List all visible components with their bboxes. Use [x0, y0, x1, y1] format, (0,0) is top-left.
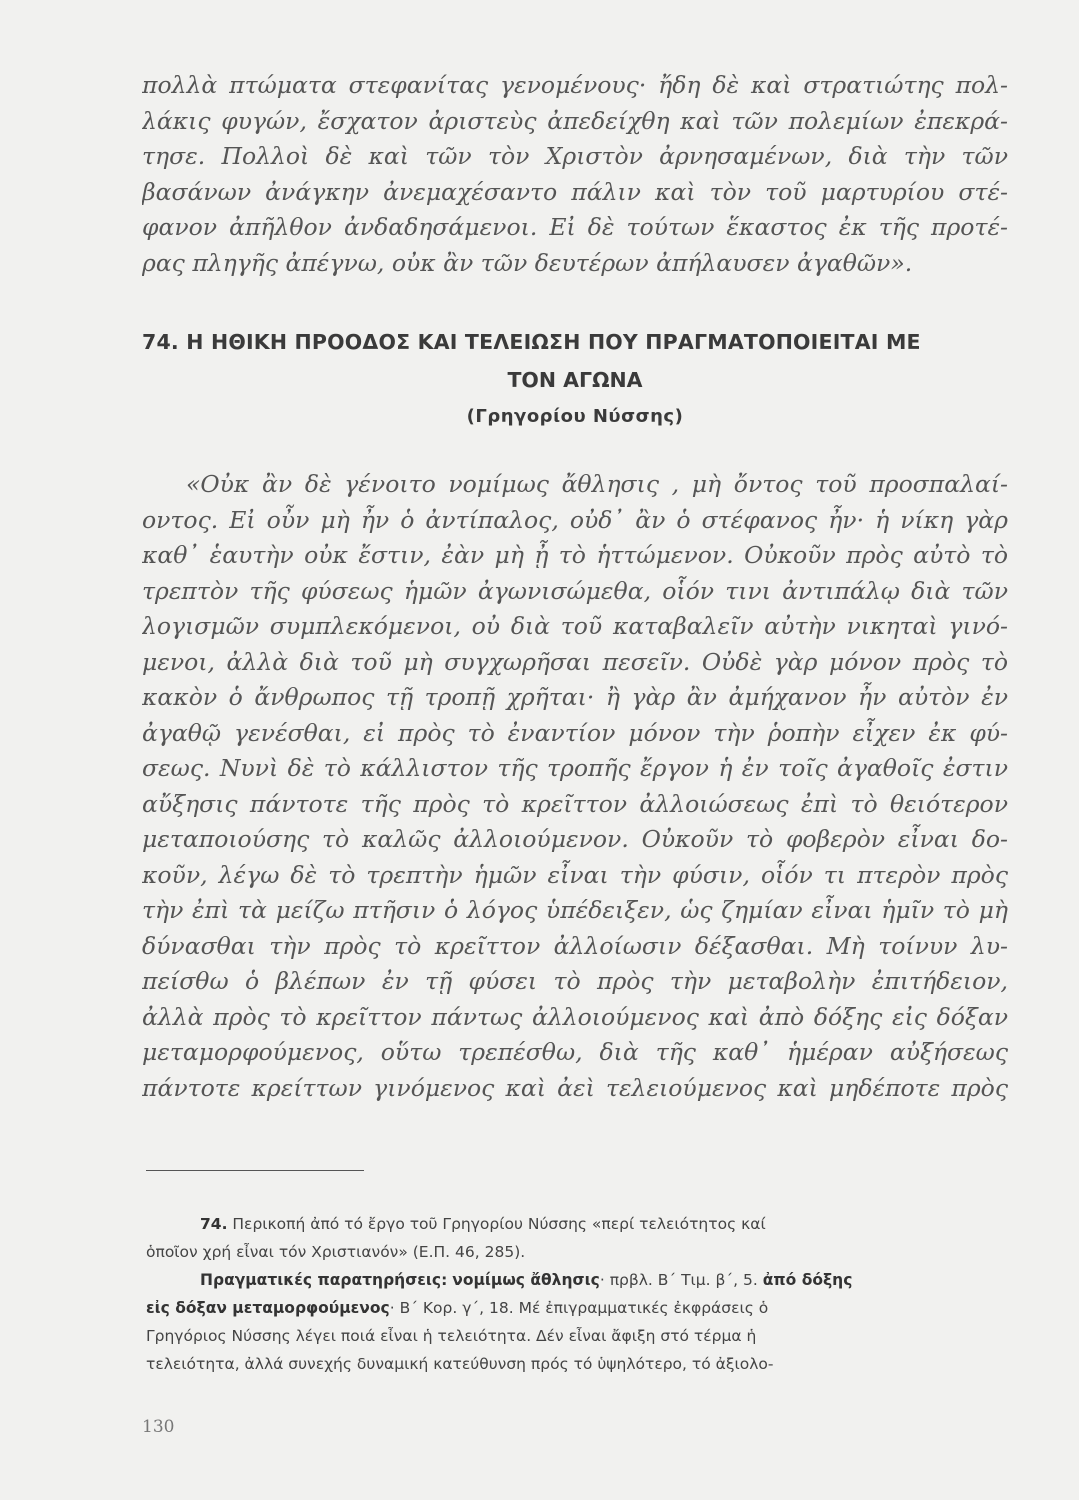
term-2a: ἀπό δόξης — [762, 1271, 853, 1289]
text-line: φανον ἀπῆλθον ἀνδαδησάμενοι. Εἰ δὲ τούτων ἕκαστος ἐκ τῆς προτέ- — [142, 213, 1008, 241]
text-line: κοῦν, λέγω δὲ τὸ τρεπτὴν ἡμῶν εἶναι τὴν φύσιν, οἷόν τι πτερὸν πρὸς — [142, 860, 1008, 889]
text-line: βασάνων ἀνάγκην ἀνεμαχέσαντο πάλιν καὶ τὸν τοῦ μαρτυρίου στέ- — [142, 177, 1008, 206]
section-subtitle: (Γρηγορίου Νύσσης) — [466, 406, 684, 427]
text-line: τὴν ἐπὶ τὰ μείζω πτῆσιν ὁ λόγος ὑπέδειξεν, ὡς ζημίαν εἶναι ἡμῖν τὸ μὴ — [142, 896, 1008, 924]
text-line: ἀλλὰ πρὸς τὸ κρεῖττον πάντως ἀλλοιούμενος καὶ ἀπὸ δόξης εἰς δόξαν — [142, 1002, 1008, 1031]
text-line: καθ᾽ ἑαυτὴν οὐκ ἔστιν, ἐὰν μὴ ᾖ τὸ ἡττώμενον. Οὐκοῦν πρὸς αὐτὸ τὸ — [142, 541, 1008, 569]
text-line: τρεπτὸν τῆς φύσεως ἡμῶν ἀγωνισώμεθα, οἷόν τινι ἀντιπάλῳ διὰ τῶν — [142, 576, 1008, 605]
text-line: τησε. Πολλοὶ δὲ καὶ τῶν τὸν Χριστὸν ἀρνησαμένων, διὰ τὴν τῶν — [142, 142, 1008, 170]
footnote-number: 74. — [200, 1215, 228, 1233]
text-line: πάντοτε κρείττων γινόμενος καὶ ἀεὶ τελειούμενος καὶ μηδέποτε πρὸς — [142, 1073, 1008, 1102]
text-line: κακὸν ὁ ἄνθρωπος τῇ τροπῇ χρῆται· ἢ γὰρ ἂν ἀμήχανον ἦν αὐτὸν ἐν — [142, 683, 1008, 711]
text-line: σεως. Νυνὶ δὲ τὸ κάλλιστον τῆς τροπῆς ἔργον ἡ ἐν τοῖς ἀγαθοῖς ἐστιν — [142, 754, 1008, 782]
text-line: οντος. Εἰ οὖν μὴ ἦν ὁ ἀντίπαλος, οὐδ᾽ ἂν ὁ στέφανος ἦν· ἡ νίκη γὰρ — [142, 505, 1008, 534]
footnote-line: εἰς δόξαν μεταμορφούμενος· Β´ Κορ. γ´, 18. Μέ ἐπιγραμματικές ἐκφράσεις ὁ — [146, 1299, 769, 1317]
text-line: πείσθω ὁ βλέπων ἐν τῇ φύσει τὸ πρὸς τὴν μεταβολὴν ἐπιτήδειον, — [142, 967, 1008, 995]
footnote-text: Περικοπή ἀπό τό ἔργο τοῦ Γρηγορίου Νύσσης «περί τελειότητος καί — [232, 1215, 766, 1233]
text-line: ἀγαθῷ γενέσθαι, εἰ πρὸς τὸ ἐναντίον μόνον τὴν ῥοπὴν εἶχεν ἐκ φύ- — [142, 718, 1008, 747]
footnote-line: ὁποῖον χρή εἶναι τόν Χριστιανόν» (Ε.Π. 46, 285). — [146, 1243, 526, 1261]
footnote-line: Γρηγόριος Νύσσης λέγει ποιά εἶναι ἡ τελειότητα. Δέν εἶναι ἄφιξη στό τέρμα ἡ — [146, 1327, 757, 1345]
footnote-line: Πραγματικές παρατηρήσεις: νομίμως ἄθλησις· πρβλ. Β´ Τιμ. β´, 5. ἀπό δόξης — [200, 1271, 853, 1289]
text-line: ρας πληγῆς ἀπέγνω, οὐκ ἂν τῶν δευτέρων ἀπήλαυσεν ἀγαθῶν». — [142, 248, 913, 277]
notes-label: Πραγματικές παρατηρήσεις: — [200, 1271, 448, 1289]
ref-1: πρβλ. Β´ Τιμ. β´, 5. — [609, 1271, 758, 1289]
section-title-line1: Η ΗΘΙΚΗ ΠΡΟΟΔΟΣ ΚΑΙ ΤΕΛΕΙΩΣΗ ΠΟΥ ΠΡΑΓΜΑΤΟΠΟΙΕΙΤΑΙ ΜΕ — [186, 330, 921, 354]
text-line: μενοι, ἀλλὰ διὰ τοῦ μὴ συγχωρῆσαι πεσεῖν. Οὐδὲ γὰρ μόνον πρὸς τὸ — [142, 647, 1008, 676]
text-line: λάκις φυγών, ἔσχατον ἀριστεὺς ἀπεδείχθη καὶ τῶν πολεμίων ἐπεκρά- — [142, 106, 1008, 135]
footnote-divider — [146, 1170, 364, 1171]
text-line: λογισμῶν συμπλεκόμενοι, οὐ διὰ τοῦ καταβαλεῖν αὐτὴν νικηταὶ γινό- — [142, 612, 1008, 640]
text-line: πολλὰ πτώματα στεφανίτας γενομένους· ἤδη δὲ καὶ στρατιώτης πολ- — [142, 71, 1008, 99]
footnotes — [146, 1210, 1010, 1378]
term-2b: εἰς δόξαν μεταμορφούμενος — [146, 1299, 390, 1317]
page-number: 130 — [142, 1417, 175, 1437]
footnote-line — [146, 1210, 1010, 1238]
text-line: δύνασθαι τὴν πρὸς τὸ κρεῖττον ἀλλοίωσιν δέξασθαι. Μὴ τοίνυν λυ- — [142, 931, 1008, 960]
footnote-line: τελειότητα, ἀλλά συνεχής δυναμική κατεύθυνση πρός τό ὑψηλότερο, τό ἀξιολο- — [146, 1355, 774, 1373]
text-line: μεταποιούσης τὸ καλῶς ἀλλοιούμενον. Οὐκοῦν τὸ φοβερὸν εἶναι δο- — [142, 825, 1008, 853]
top-paragraph — [142, 68, 1008, 281]
section-title-line2: ΤΟΝ ΑΓΩΝΑ — [507, 368, 643, 392]
text-line: μεταμορφούμενος, οὕτω τρεπέσθω, διὰ τῆς καθ᾽ ἡμέραν αὐξήσεως — [142, 1038, 1008, 1066]
text-line: αὔξησις πάντοτε τῆς πρὸς τὸ κρεῖττον ἀλλοιώσεως ἐπὶ τὸ θειότερον — [142, 789, 1008, 818]
main-paragraph — [142, 467, 1008, 1106]
section-number: 74. — [142, 330, 179, 354]
ref-2: Β´ Κορ. γ´, 18. Μέ ἐπιγραμματικές ἐκφράσεις ὁ — [399, 1299, 769, 1317]
term-1: νομίμως ἄθλησις — [452, 1271, 600, 1289]
text-line: «Οὐκ ἂν δὲ γένοιτο νομίμως ἄθλησις , μὴ ὄντος τοῦ προσπαλαί- — [186, 470, 1008, 498]
section-heading — [142, 330, 1008, 354]
